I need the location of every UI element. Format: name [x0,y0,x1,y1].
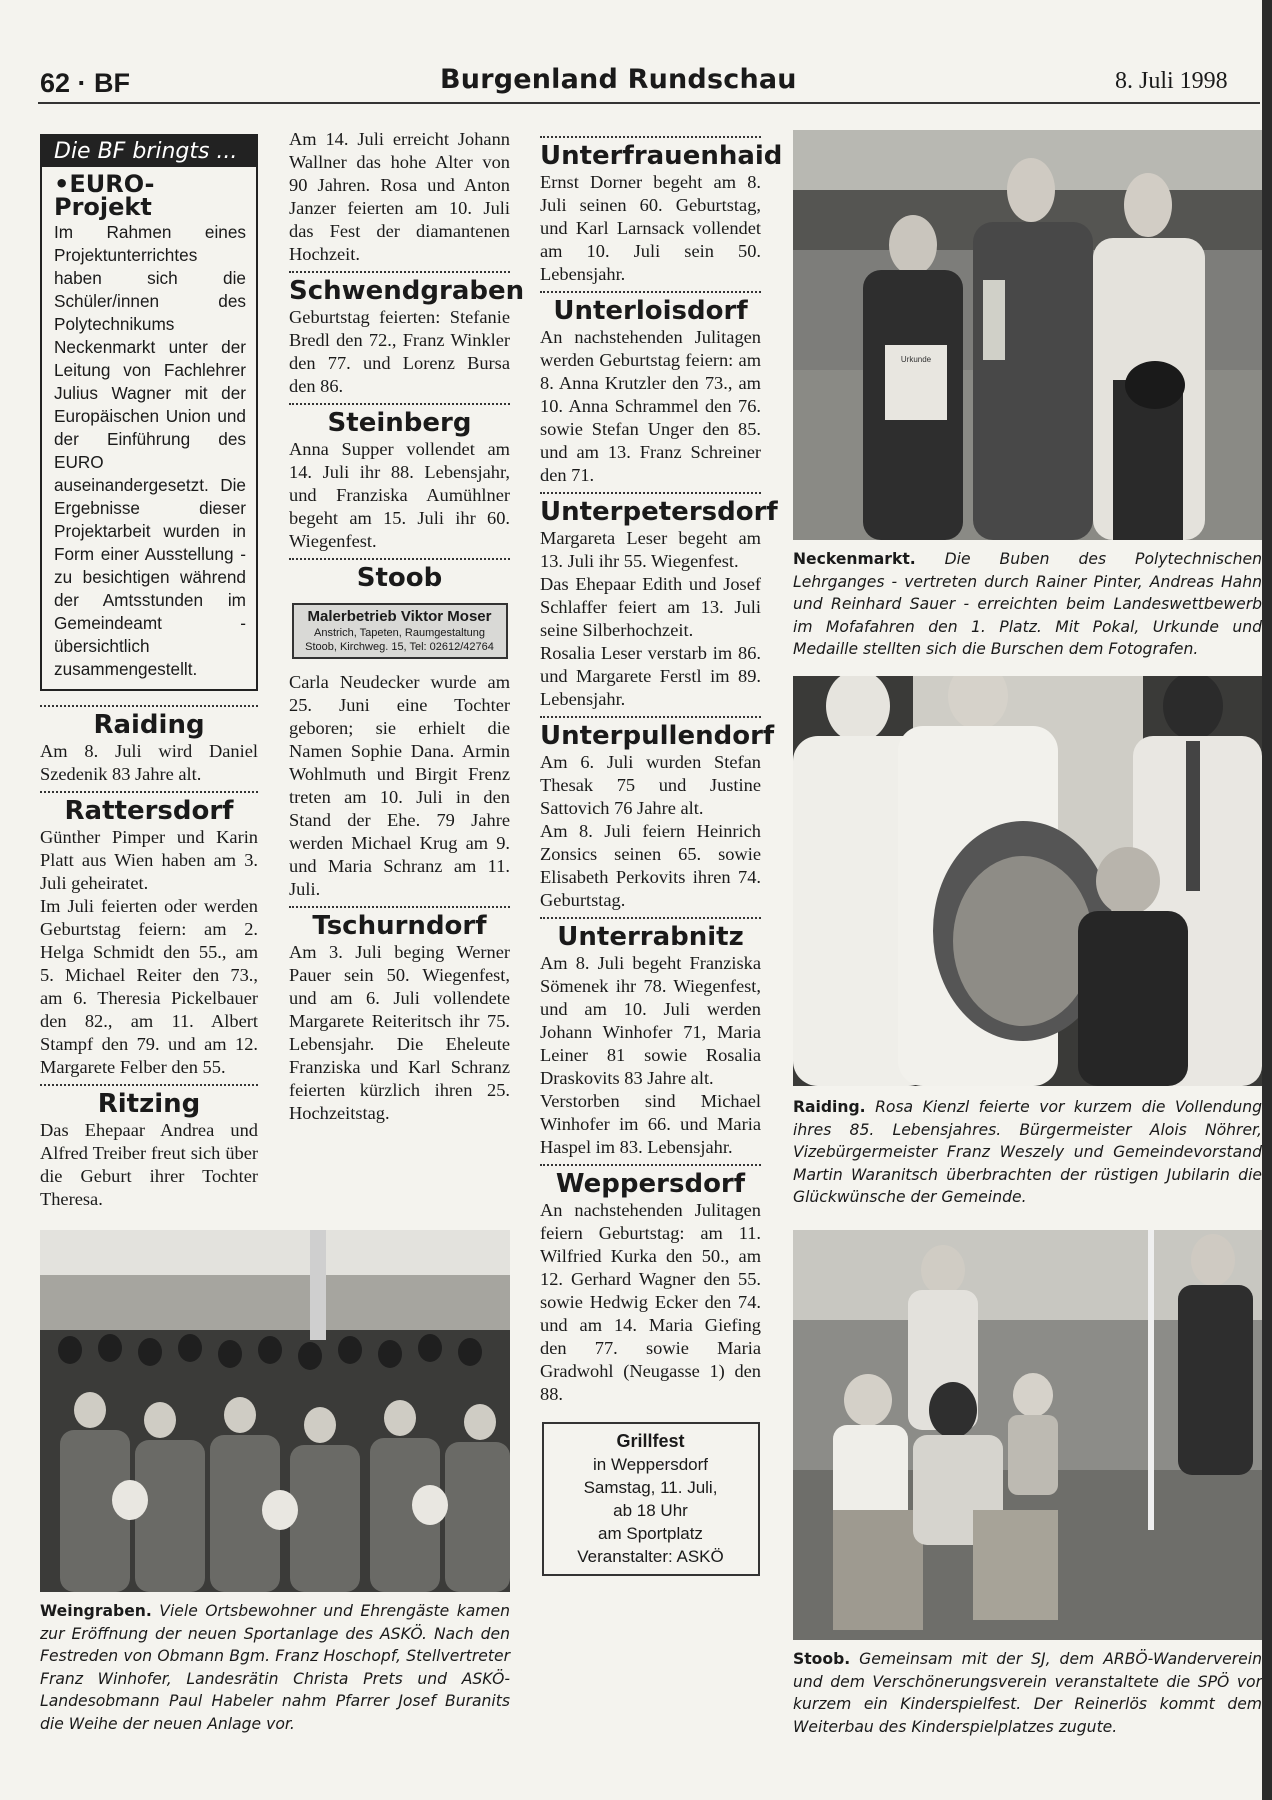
caption-text: Die Buben des Polytechnischen Lehrganges - vertreten durch Rainer Pinter, Andreas Hahn und Reinhard Sauer - erreichten beim Landeswettbewerb im Mofafahren den 1. Platz. Mit Pokal, Urkunde und Medaille stellten sich die Burschen dem Fotografen. [793,550,1262,658]
heading-rattersdorf: Rattersdorf [64,796,234,826]
text-stoob: Carla Neudecker wurde am 25. Juni eine Tochter geboren; sie erhielt die Namen Sophie Dana. Armin Wohlmuth und Birgit Frenz treten am 10. Juli in den Stand der Ehe. 79 Jahre werden Michael Krug am 9. und Maria Schranz am 11. Juli. [289,672,510,899]
bf-box-heading: Die BF bringts ... [42,136,256,167]
caption-text: Gemeinsam mit der SJ, dem ARBÖ-Wanderverein und dem Verschönerungsverein veranstaltete die SPÖ vor kurzem ein Kinderspielfest. Der Reinerlös kommt dem Weiterbau des Kinderspielplatzes zugute. [793,1650,1262,1736]
caption-place: Neckenmarkt. [793,550,916,568]
text-unterloisdorf: An nachstehenden Julitagen werden Geburtstag feiern: am 8. Anna Krutzler den 73., am 10. Anna Schrammel den 76. sowie Stefan Unger den 85. und am 13. Franz Schreiner den 71. [540,327,761,485]
caption-place: Weingraben. [40,1602,152,1620]
newspaper-title: Burgenland Rundschau [440,64,797,95]
caption-neckenmarkt [793,548,1262,661]
bf-info-box [40,134,258,691]
scan-edge [1262,0,1272,1800]
certificate-label: Urkunde [900,355,932,364]
bf-box-subheading: •EURO-Projekt [54,170,155,221]
heading-raiding: Raiding [93,710,205,740]
text-ritzing: Das Ehepaar Andrea und Alfred Treiber freut sich über die Geburt ihrer Tochter Theresa. [40,1120,258,1209]
ad-address: Stoob, Kirchweg. 15, Tel: 02612/42764 [305,641,494,653]
grillfest-title: Grillfest [616,1431,685,1451]
caption-place: Raiding. [793,1098,866,1116]
heading-schwendgraben: Schwendgraben [289,276,525,306]
caption-stoob [793,1648,1262,1738]
grillfest-line: in Weppersdorf [593,1455,708,1474]
text-unterpullendorf-2: Am 8. Juli feiern Heinrich Zonsics seinen 65. sowie Elisabeth Perkovits ihren 74. Geburtstag. [540,821,761,910]
dotted-divider [289,558,510,560]
heading-unterpetersdorf: Unterpetersdorf [540,497,778,527]
dotted-divider [289,271,510,273]
caption-raiding [793,1096,1262,1209]
heading-steinberg: Steinberg [327,408,472,438]
text-schwendgraben: Geburtstag feierten: Stefanie Bredl den 72., Franz Winkler den 77. und Lorenz Bursa den 86. [289,307,510,396]
text-unterfrauenhaid: Ernst Dorner begeht am 8. Juli seinen 60. Geburtstag, und Karl Larnsack vollendet am 10. Juli sein 50. Lebensjahr. [540,172,761,284]
grillfest-line: ab 18 Uhr [613,1501,688,1520]
text-unterpetersdorf-3: Rosalia Leser verstarb im 86. und Margarete Ferstl im 89. Lebensjahr. [540,643,761,709]
grillfest-line: Veranstalter: ASKÖ [577,1547,724,1566]
text-unterpullendorf-1: Am 6. Juli wurden Stefan Thesak 75 und Justine Sattovich 76 Jahre alt. [540,752,761,818]
advertisement-malerbetrieb [292,603,508,659]
dotted-divider [540,291,761,293]
dotted-divider [40,705,258,707]
heading-unterpullendorf: Unterpullendorf [540,721,775,751]
photo-weingraben [40,1230,510,1592]
text-weppersdorf: An nachstehenden Julitagen feiern Geburtstag: am 11. Wilfried Kurka den 50., am 12. Gerhard Wagner den 55. sowie Hedwig Ecker den 74. und am 14. Maria Giefing den 77. sowie Maria Gradwohl (Neugasse 1) den 88. [540,1200,761,1404]
heading-unterloisdorf: Unterloisdorf [553,296,748,326]
header-rule [38,102,1260,104]
text-unterrabnitz-2: Verstorben sind Michael Winhofer im 66. und Maria Haspel im 83. Lebensjahr. [540,1091,761,1157]
photo-neckenmarkt [793,130,1262,540]
dotted-divider [540,136,761,138]
issue-date: 8. Juli 1998 [1115,68,1228,94]
photo-stoob [793,1230,1262,1640]
dotted-divider [289,403,510,405]
caption-place: Stoob. [793,1650,851,1668]
dotted-divider [540,917,761,919]
column-3 [540,128,783,1576]
text-unterpetersdorf-2: Das Ehepaar Edith und Josef Schlaffer feiert am 13. Juli seine Silberhochzeit. [540,574,761,640]
dotted-divider [540,1164,761,1166]
caption-text: Viele Ortsbewohner und Ehrengäste kamen zur Eröffnung der neuen Sportanlage des ASKÖ. Nach den Festreden von Obmann Bgm. Franz Hoschopf, Stellvertreter Franz Winhofer, Landesrätin Christa Prets und ASKÖ-Landesobmann Paul Habeler nahm Pfarrer Josef Buranits die Weihe der neuen Anlage vor. [40,1602,510,1733]
heading-tschurndorf: Tschurndorf [312,911,487,941]
page-number: 62 · BF [40,68,131,98]
text-wallner: Am 14. Juli erreicht Johann Wallner das hohe Alter von 90 Jahren. Rosa und Anton Janzer feierten am 10. Juli das Fest der diamantenen Hochzeit. [289,129,510,264]
ad-company-name: Malerbetrieb Viktor Moser [307,608,492,625]
heading-unterrabnitz: Unterrabnitz [557,922,744,952]
text-tschurndorf: Am 3. Juli beging Werner Pauer sein 50. Wiegenfest, und am 6. Juli vollendete Margarete Reiteritsch ihr 75. Lebensjahr. Die Eheleute Franziska und Karl Schranz feierten kürzlich ihren 25. Hochzeitstag. [289,942,510,1123]
dotted-divider [40,791,258,793]
grillfest-line: am Sportplatz [598,1524,703,1543]
heading-stoob: Stoob [356,563,443,593]
heading-unterfrauenhaid: Unterfrauenhaid [540,141,783,171]
heading-weppersdorf: Weppersdorf [555,1169,746,1199]
text-steinberg: Anna Supper vollendet am 14. Juli ihr 88. Lebensjahr, und Franziska Aumühlner begeht am 15. Juli ihr 60. Wiegenfest. [289,439,510,551]
heading-ritzing: Ritzing [97,1089,201,1119]
text-rattersdorf-2: Im Juli feierten oder werden Geburtstag feiern: am 2. Helga Schmidt den 55., am 5. Michael Reiter den 73., am 6. Theresia Pickelbauer den 82., am 11. Albert Stampf den 79. und am 12. Margarete Felber den 55. [40,896,258,1077]
text-raiding: Am 8. Juli wird Daniel Szedenik 83 Jahre alt. [40,741,258,784]
column-1 [40,112,258,1211]
text-unterpetersdorf-1: Margareta Leser begeht am 13. Juli ihr 55. Wiegenfest. [540,528,761,571]
dotted-divider [540,492,761,494]
bf-box-text: Im Rahmen eines Projektunterrichtes haben sich die Schüler/innen des Polytechnikums Neckenmarkt unter der Leitung von Fachlehrer Julius Wagner mit der Europäischen Union und der Einführung des EURO auseinandergesetzt. Die Ergebnisse dieser Projektarbeit wurden in Form einer Ausstellung - zu besichtigen während der Amtsstunden im Gemeindeamt - übersichtlich zusammengestellt. [54,222,246,679]
text-rattersdorf-1: Günther Pimper und Karin Platt aus Wien haben am 3. Juli geheiratet. [40,827,258,893]
photo-raiding [793,676,1262,1086]
column-2 [289,128,525,1125]
dotted-divider [540,716,761,718]
grillfest-line: Samstag, 11. Juli, [583,1478,718,1497]
caption-weingraben [40,1600,510,1735]
grillfest-box [542,1422,760,1576]
caption-text: Rosa Kienzl feierte vor kurzem die Vollendung ihres 85. Lebensjahres. Bürgermeister Alois Nöhrer, Vizebürgermeister Franz Weszely und Gemeindevorstand Martin Waranitsch überbrachten der rüstigen Jubilarin die Glückwünsche der Gemeinde. [793,1098,1262,1206]
ad-services: Anstrich, Tapeten, Raumgestaltung [313,627,485,639]
dotted-divider [289,906,510,908]
text-unterrabnitz-1: Am 8. Juli begeht Franziska Sömenek ihr 78. Wiegenfest, und am 10. Juli werden Johann Winhofer 71, Maria Leiner 81 sowie Rosalia Draskovits 83 Jahre alt. [540,953,761,1088]
dotted-divider [40,1084,258,1086]
